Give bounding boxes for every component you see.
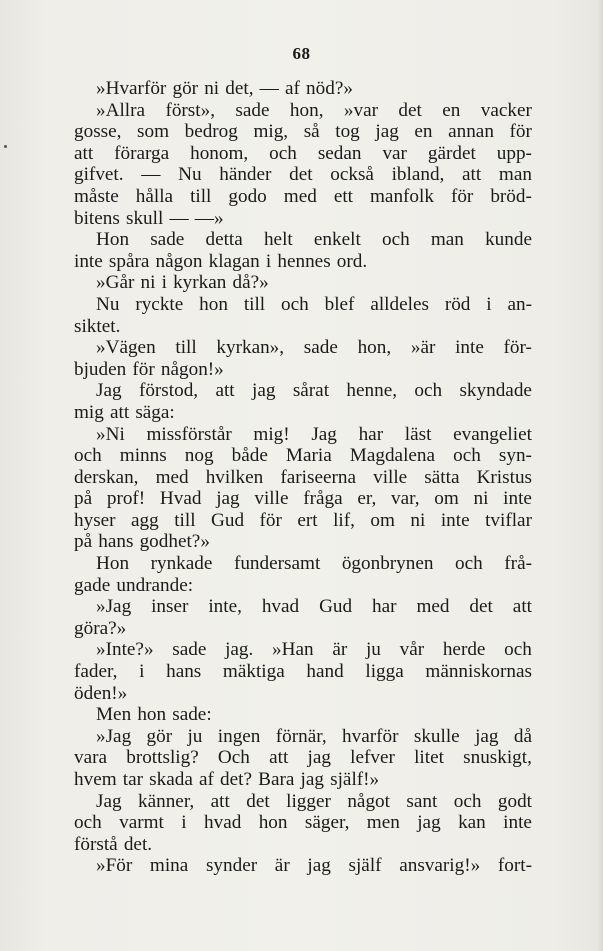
text-line: Jag förstod, att jag sårat henne, och skyndade (96, 380, 532, 402)
text-line: på prof! Hvad jag ville fråga er, var, om ni inte (74, 488, 532, 510)
text-line: Men hon sade: (96, 704, 212, 726)
page-number: 68 (292, 44, 311, 63)
text-line: på hans godhet?» (74, 531, 210, 553)
margin-speck (4, 145, 7, 148)
text-line: »Hvarför gör ni det, — af nöd?» (96, 78, 353, 99)
text-line: att förarga honom, och sedan var gärdet upp- (74, 142, 532, 164)
text-line: gade undrande: (74, 574, 194, 596)
text-line: »Allra först», sade hon, »var det en vacker (96, 99, 532, 121)
text-line: derskan, med hvilken fariseerna ville sätta Kristus (74, 466, 532, 488)
text-line: gosse, som bedrog mig, så tog jag en annan för (74, 121, 532, 143)
text-line: hvem tar skada af det? Bara jag själf!» (74, 769, 380, 790)
text-line: vara brottslig? Och att jag lefver litet snuskigt, (74, 747, 532, 769)
body-text (74, 78, 532, 877)
text-line: siktet. (74, 315, 121, 337)
text-line: Hon sade detta helt enkelt och man kunde (96, 229, 532, 251)
text-line: »För mina synder är jag själf ansvarig!» fort- (96, 855, 532, 877)
text-line: »Ni missförstår mig! Jag har läst evangeliet (96, 423, 532, 445)
text-line: bjuden för någon!» (74, 358, 224, 380)
text-line: gifvet. — Nu händer det också ibland, att man (74, 164, 532, 186)
text-line: mig att säga: (74, 401, 175, 423)
text-line: Jag känner, att det ligger något sant och godt (96, 790, 532, 812)
text-line: inte spåra någon klagan i hennes ord. (74, 250, 368, 272)
text-line: förstå det. (74, 833, 153, 855)
text-line: och minns nog både Maria Magdalena och syn- (74, 445, 532, 467)
text-line: Nu ryckte hon till och blef alldeles röd i an- (96, 293, 532, 315)
text-line: Hon rynkade fundersamt ögonbrynen och frå- (96, 553, 532, 575)
text-line: bitens skull — —» (74, 207, 224, 229)
text-line: »Vägen till kyrkan», sade hon, »är inte för- (96, 337, 532, 359)
text-line: hyser agg till Gud för ert lif, om ni inte tviflar (74, 509, 532, 531)
text-line: »Inte?» sade jag. »Han är ju vår herde och (96, 639, 532, 661)
text-line: »Går ni i kyrkan då?» (96, 272, 269, 294)
text-line: öden!» (74, 682, 128, 704)
text-line: och varmt i hvad hon säger, men jag kan inte (74, 812, 532, 834)
text-line: »Jag gör ju ingen förnär, hvarför skulle jag då (96, 725, 532, 747)
text-line: måste hålla till godo med ett manfolk för bröd- (74, 185, 532, 207)
page-edge-shadow (597, 0, 603, 951)
text-line: »Jag inser inte, hvad Gud har med det att (96, 596, 532, 618)
text-line: fader, i hans mäktiga hand ligga människornas (74, 661, 532, 683)
text-line: göra?» (74, 617, 127, 639)
